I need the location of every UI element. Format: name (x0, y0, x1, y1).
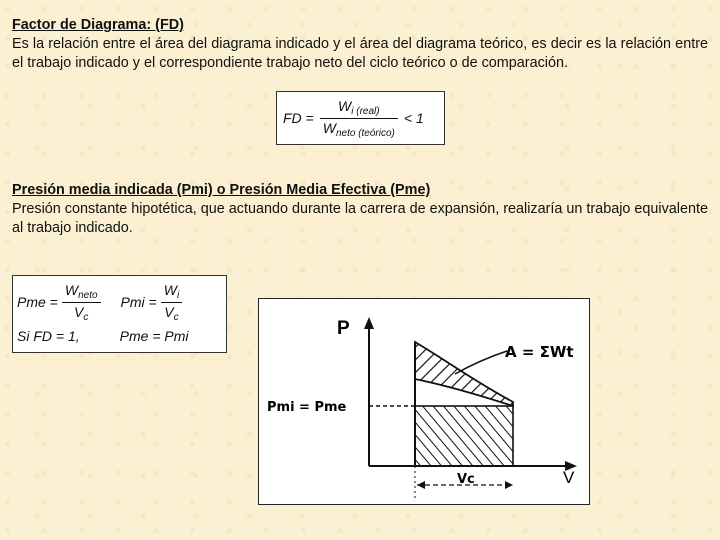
fd-description: Es la relación entre el área del diagrama indicado y el área del diagrama teórico, es decir es la relación entre el trabajo indicado y el correspondiente trabajo neto del ciclo teórico o de comparación. (12, 36, 708, 71)
pme-lhs: Pme = (17, 294, 58, 310)
pmi-fraction (161, 282, 182, 323)
area-label: A = ΣWt (505, 343, 574, 361)
v-label: V (563, 468, 575, 487)
pme-result: Pme = Pmi (119, 328, 189, 344)
pme-den-sub: c (83, 311, 89, 323)
fd-num-base: W (338, 97, 352, 114)
fd-section (12, 16, 708, 73)
pme-den-base: V (74, 303, 84, 320)
pv-diagram (259, 299, 589, 504)
pmi-description: Presión constante hipotética, que actuando durante la carrera de expansión, realizaría un trabajo equivalente al trabajo indicado. (12, 201, 709, 236)
pmi-section (12, 181, 708, 238)
fd-formula-box (276, 91, 445, 145)
fd-num-sub: i (real) (351, 105, 380, 117)
pmi-den-base: V (164, 303, 174, 320)
pv-diagram-box (258, 298, 590, 505)
pme-condition: Si FD = 1, (17, 328, 80, 344)
pmi-num-sub: i (176, 289, 180, 301)
fd-formula (283, 92, 424, 144)
p-label: P (337, 318, 350, 339)
vc-left-arrow-icon (417, 481, 425, 489)
pme-num-sub: neto (78, 289, 98, 301)
fd-fraction (320, 98, 398, 139)
fd-den-base: W (322, 119, 336, 136)
pme-condition-row (17, 328, 189, 344)
pme-area (415, 406, 513, 466)
pme-fraction (62, 282, 101, 323)
fd-lhs: FD = (283, 110, 314, 126)
fd-den-sub: neto (teórico) (335, 127, 395, 139)
area-leader (455, 351, 507, 374)
vc-right-arrow-icon (505, 481, 513, 489)
indicated-area (415, 342, 513, 406)
pme-formula-row (17, 279, 186, 325)
pmi-lhs: Pmi = (120, 294, 157, 310)
pmi-title: Presión media indicada (Pmi) o Presión Media Efectiva (Pme) (12, 182, 431, 198)
pmi-num-base: W (163, 281, 177, 298)
pmi-pme-label: Pmi = Pme (267, 400, 347, 415)
vc-label: Vc (457, 472, 475, 487)
p-axis-arrow-icon (364, 317, 374, 329)
pme-num-base: W (64, 281, 79, 298)
fd-rhs: < 1 (403, 110, 424, 126)
pme-formula-box (12, 275, 227, 353)
fd-title: Factor de Diagrama: (FD) (12, 17, 184, 33)
pmi-den-sub: c (173, 311, 179, 323)
